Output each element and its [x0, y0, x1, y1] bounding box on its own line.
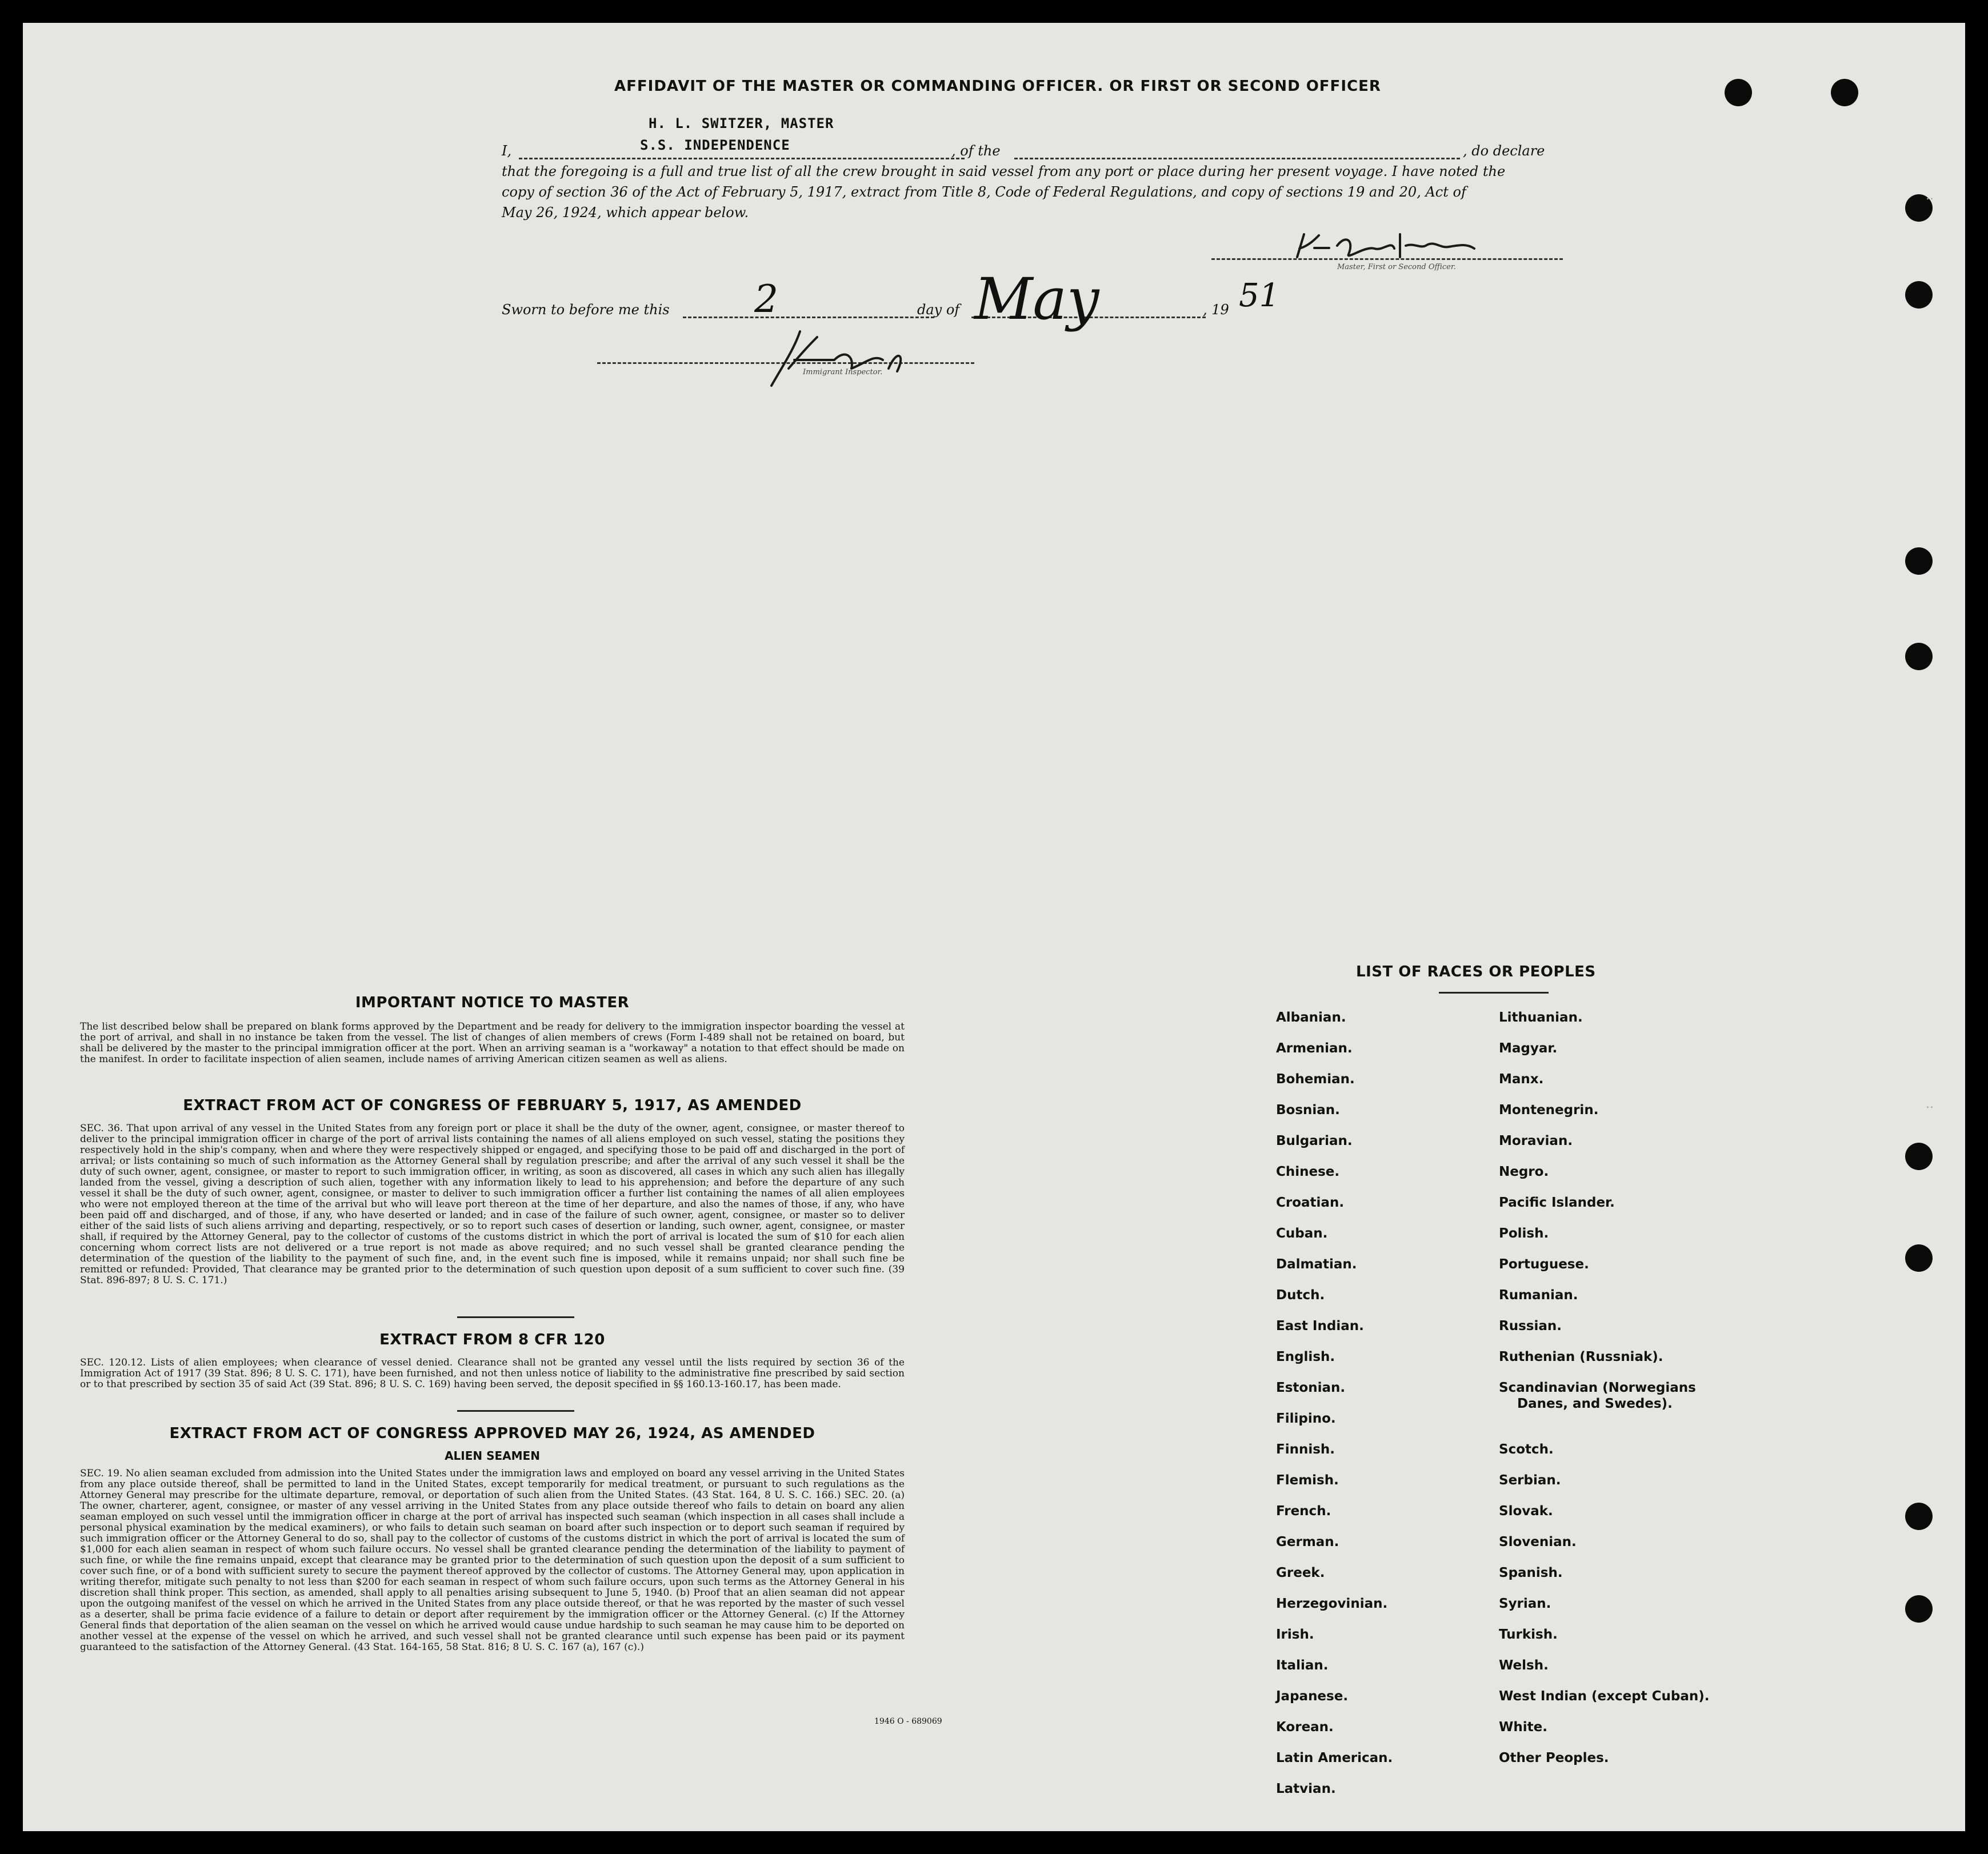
- race-item: Greek.: [1276, 1565, 1325, 1580]
- punch-hole: [1905, 1244, 1933, 1272]
- race-item: East Indian.: [1276, 1319, 1364, 1334]
- race-item: Scotch.: [1499, 1442, 1554, 1457]
- race-item: Danes, and Swedes).: [1517, 1396, 1673, 1411]
- declaration-text-line: that the foregoing is a full and true list of all the crew brought in said vessel from any port or place during her present voyage. I have noted the: [502, 163, 1506, 179]
- race-item: Cuban.: [1276, 1226, 1328, 1241]
- extract-1924-text: SEC. 19. No alien seaman excluded from admission into the United States under the immigration laws and employed on board any vessel arriving in the United States from any place outside thereof, shall be permitted to land in the United States, except temporarily for medical treatment, or pursuant to such regulations as the Attorney General may prescribe for the ultimate departure, removal, or deportation of such alien from the United States. (43 Stat. 164, 8 U. S. C. 166.) SEC. 20. (a) The owner, charterer, agent, consignee, or master of any vessel arriving in the United States from any place outside thereof who fails to detain on board any alien seaman employed on such vessel until the immigration officer in charge at the port of arrival has inspected such seaman (which inspection in all cases shall include a personal physical examination by the medical examiners), or who fails to detain such seaman on board after such inspection or to deport such seaman if required by such immigration officer or the Attorney General to do so, shall pay to the collector of customs of the customs district in which the port of arrival is located the sum of $1,000 for each alien seaman in respect of whom such failure occurs. No vessel shall be granted clearance pending the determination of the liability to payment of such fine, or while the fine remains unpaid, except that clearance may be granted prior to the determination of such question upon the deposit of a sum sufficient to cover such fine, or of a bond with sufficient surety to secure the payment thereof approved by the collector of customs. The Attorney General may, upon application in writing therefor, mitigate such penalty to not less than $200 for each seaman in respect of whom such failure occurs, upon such terms as the Attorney General in his discretion shall think proper. This section, as amended, shall apply to all penalties arising subsequent to June 5, 1940. (b) Proof that an alien seaman did not appear upon the outgoing manifest of the vessel on which he arrived in the United States from any place outside thereof, or that he was reported by the master of such vessel as a deserter, shall be prima facie evidence of a failure to detain or deport after requirement by the immigration officer or the Attorney General. (c) If the Attorney General finds that deportation of the alien seaman on the vessel on which he arrived would cause undue hardship to such seaman he may cause him to be deported on another vessel at the expense of the vessel on which he arrived, and such vessel shall not be granted clearance until such expense has been paid or its payment guaranteed to the satisfaction of the Attorney General. (43 Stat. 164-165, 58 Stat. 816; 8 U. S. C. 167 (a), 167 (c).): [80, 1468, 905, 1653]
- race-item: Dalmatian.: [1276, 1257, 1357, 1272]
- master-name: H. L. SWITZER, MASTER: [649, 115, 834, 131]
- race-item: Negro.: [1499, 1164, 1549, 1179]
- sworn-year: 51: [1239, 277, 1280, 314]
- bleed-through-mark: ..: [1926, 189, 1934, 203]
- declaration-line-end: , do declare: [1463, 143, 1545, 159]
- race-item: Lithuanian.: [1499, 1010, 1583, 1025]
- affidavit-title: AFFIDAVIT OF THE MASTER OR COMMANDING OFFICER. OR FIRST OR SECOND OFFICER: [614, 78, 1381, 95]
- punch-hole: [1905, 643, 1933, 670]
- race-item: White.: [1499, 1720, 1547, 1735]
- race-item: Japanese.: [1276, 1689, 1349, 1704]
- race-item: Manx.: [1499, 1072, 1544, 1087]
- race-item: Flemish.: [1276, 1473, 1339, 1488]
- races-heading-rule: [1439, 992, 1549, 994]
- punch-hole: [1905, 281, 1933, 309]
- extract-cfr-text: SEC. 120.12. Lists of alien employees; when clearance of vessel denied. Clearance shall not be granted any vessel until the lists required by section 36 of the Immigration Act of 1917 (39 Stat. 896; 8 U. S. C. 171), have been furnished, and not then unless notice of liability to the administrative fine prescribed by said section or to that prescribed by section 35 of said Act (39 Stat. 896; 8 U. S. C. 169) having been served, the deposit specified in §§ 160.13-160.17, has been made.: [80, 1357, 905, 1390]
- race-item: Magyar.: [1499, 1041, 1558, 1056]
- declaration-of-the: , of the: [951, 143, 1001, 159]
- race-item: Latvian.: [1276, 1781, 1336, 1796]
- race-item: Welsh.: [1499, 1658, 1549, 1673]
- race-item: Serbian.: [1499, 1473, 1561, 1488]
- race-item: Bulgarian.: [1276, 1134, 1353, 1148]
- race-item: Armenian.: [1276, 1041, 1353, 1056]
- race-item: German.: [1276, 1535, 1339, 1549]
- race-item: Irish.: [1276, 1627, 1314, 1642]
- race-item: Bosnian.: [1276, 1103, 1340, 1118]
- race-item: Croatian.: [1276, 1195, 1345, 1210]
- document-page: [23, 23, 1965, 1831]
- race-item: Pacific Islander.: [1499, 1195, 1615, 1210]
- race-item: Spanish.: [1499, 1565, 1563, 1580]
- race-item: Estonian.: [1276, 1380, 1346, 1395]
- race-item: Dutch.: [1276, 1288, 1325, 1303]
- race-item: French.: [1276, 1504, 1331, 1519]
- race-item: Moravian.: [1499, 1134, 1573, 1148]
- race-item: Russian.: [1499, 1319, 1562, 1334]
- punch-hole: [1905, 1143, 1933, 1170]
- punch-hole: [1905, 1595, 1933, 1623]
- extract-1917-text: SEC. 36. That upon arrival of any vessel in the United States from any foreign port or place it shall be the duty of the owner, agent, consignee, or master thereof to deliver to the principal immigration officer in charge of the port of arrival lists containing the names of all aliens employed on such vessel, stating the positions they respectively hold in the ship's company, when and where they were respectively shipped or engaged, and specifying those to be paid off and discharged in the port of arrival; or lists containing so much of such information as the Attorney General shall by regulation prescribe; and after the arrival of any such vessel it shall be the duty of such owner, agent, consignee, or master to report to such immigration officer, in writing, as soon as discovered, all cases in which any such alien has illegally landed from the vessel, giving a description of such alien, together with any information likely to lead to his apprehension; and before the departure of any such vessel it shall be the duty of such owner, agent, consignee, or master to deliver to such immigration officer a further list containing the names of all alien employees who were not employed thereon at the time of the arrival but who will leave port thereon at the time of her departure, and also the names of those, if any, who have been paid off and discharged, and of those, if any, who have deserted or landed; and in case of the failure of such owner, agent, consignee, or master so to deliver either of the said lists of such aliens arriving and departing, respectively, or so to report such cases of desertion or landing, such owner, agent, consignee, or master shall, if required by the Attorney General, pay to the collector of customs of the customs district in which the port of arrival is located the sum of $10 for each alien concerning whom correct lists are not delivered or a true report is not made as above required; and no such vessel shall be granted clearance pending the determination of the question of the liability to the payment of such fine, and, in the event such fine is imposed, while it remains unpaid; nor shall such fine be remitted or refunded: Provided, That clearance may be granted prior to the determination of such question upon deposit of a sum sufficient to cover such fine. (39 Stat. 896-897; 8 U. S. C. 171.): [80, 1123, 905, 1286]
- race-item: Portuguese.: [1499, 1257, 1589, 1272]
- race-item: Rumanian.: [1499, 1288, 1578, 1303]
- notice-text: The list described below shall be prepared on blank forms approved by the Department and be ready for delivery to the immigration inspector boarding the vessel at the port of arrival, and shall in no instance be taken from the vessel. The list of changes of alien members of crews (Form I-489 shall not be retained on board, but shall be delivered by the master to the principal immigration officer at the port. When an arriving seaman is a "workaway" a notation to that effect should be made on the manifest. In order to facilitate inspection of alien seamen, include names of arriving American citizen seamen as well as aliens.: [80, 1021, 905, 1065]
- race-item: Korean.: [1276, 1720, 1334, 1735]
- vessel-blank: [1014, 158, 1460, 159]
- race-item: Herzegovinian.: [1276, 1596, 1388, 1611]
- race-item: Finnish.: [1276, 1442, 1335, 1457]
- alien-seamen-subheading: ALIEN SEAMEN: [445, 1449, 540, 1463]
- race-item: Slovak.: [1499, 1504, 1553, 1519]
- declaration-text-line: copy of section 36 of the Act of February 5, 1917, extract from Title 8, Code of Federal Regulations, and copy of sections 19 and 20, Act of: [502, 184, 1466, 200]
- sworn-label: Sworn to before me this: [502, 302, 670, 318]
- bleed-through-mark: ..: [1926, 1097, 1934, 1111]
- race-item: Other Peoples.: [1499, 1751, 1609, 1765]
- declaration-line-start: I,: [502, 143, 512, 159]
- race-item: Polish.: [1499, 1226, 1549, 1241]
- print-code: 1946 O - 689069: [874, 1717, 942, 1726]
- section-divider: [457, 1316, 574, 1318]
- race-item: Filipino.: [1276, 1411, 1336, 1426]
- sworn-day: 2: [754, 277, 778, 321]
- name-blank: [519, 158, 965, 159]
- sworn-month: May: [974, 266, 1099, 333]
- race-item: Montenegrin.: [1499, 1103, 1599, 1118]
- year-prefix: , 19: [1203, 302, 1229, 318]
- extract-1917-heading: EXTRACT FROM ACT OF CONGRESS OF FEBRUARY 5, 1917, AS AMENDED: [183, 1097, 802, 1114]
- punch-hole: [1905, 547, 1933, 575]
- vessel-name: S.S. INDEPENDENCE: [640, 137, 790, 153]
- race-item: Latin American.: [1276, 1751, 1393, 1765]
- race-item: Bohemian.: [1276, 1072, 1355, 1087]
- inspector-signature: [760, 314, 1034, 394]
- race-item: Syrian.: [1499, 1596, 1551, 1611]
- notice-heading: IMPORTANT NOTICE TO MASTER: [355, 994, 630, 1011]
- race-item: Chinese.: [1276, 1164, 1340, 1179]
- punch-hole: [1905, 1503, 1933, 1530]
- race-item: Slovenian.: [1499, 1535, 1577, 1549]
- race-item: Turkish.: [1499, 1627, 1558, 1642]
- extract-1924-heading: EXTRACT FROM ACT OF CONGRESS APPROVED MAY 26, 1924, AS AMENDED: [169, 1425, 815, 1442]
- declaration-text-line: May 26, 1924, which appear below.: [502, 205, 749, 221]
- punch-hole: [1831, 79, 1858, 106]
- race-item: Albanian.: [1276, 1010, 1346, 1025]
- extract-cfr-heading: EXTRACT FROM 8 CFR 120: [379, 1331, 605, 1348]
- race-item: Scandinavian (Norwegians: [1499, 1380, 1696, 1395]
- inspector-caption: Immigrant Inspector.: [803, 368, 883, 377]
- race-item: Italian.: [1276, 1658, 1329, 1673]
- day-of-label: day of: [917, 302, 960, 318]
- race-item: Ruthenian (Russniak).: [1499, 1350, 1663, 1364]
- officer-caption: Master, First or Second Officer.: [1337, 263, 1456, 271]
- race-item: West Indian (except Cuban).: [1499, 1689, 1710, 1704]
- section-divider: [457, 1410, 574, 1412]
- races-heading: LIST OF RACES OR PEOPLES: [1356, 963, 1596, 980]
- punch-hole: [1725, 79, 1752, 106]
- race-item: English.: [1276, 1350, 1335, 1364]
